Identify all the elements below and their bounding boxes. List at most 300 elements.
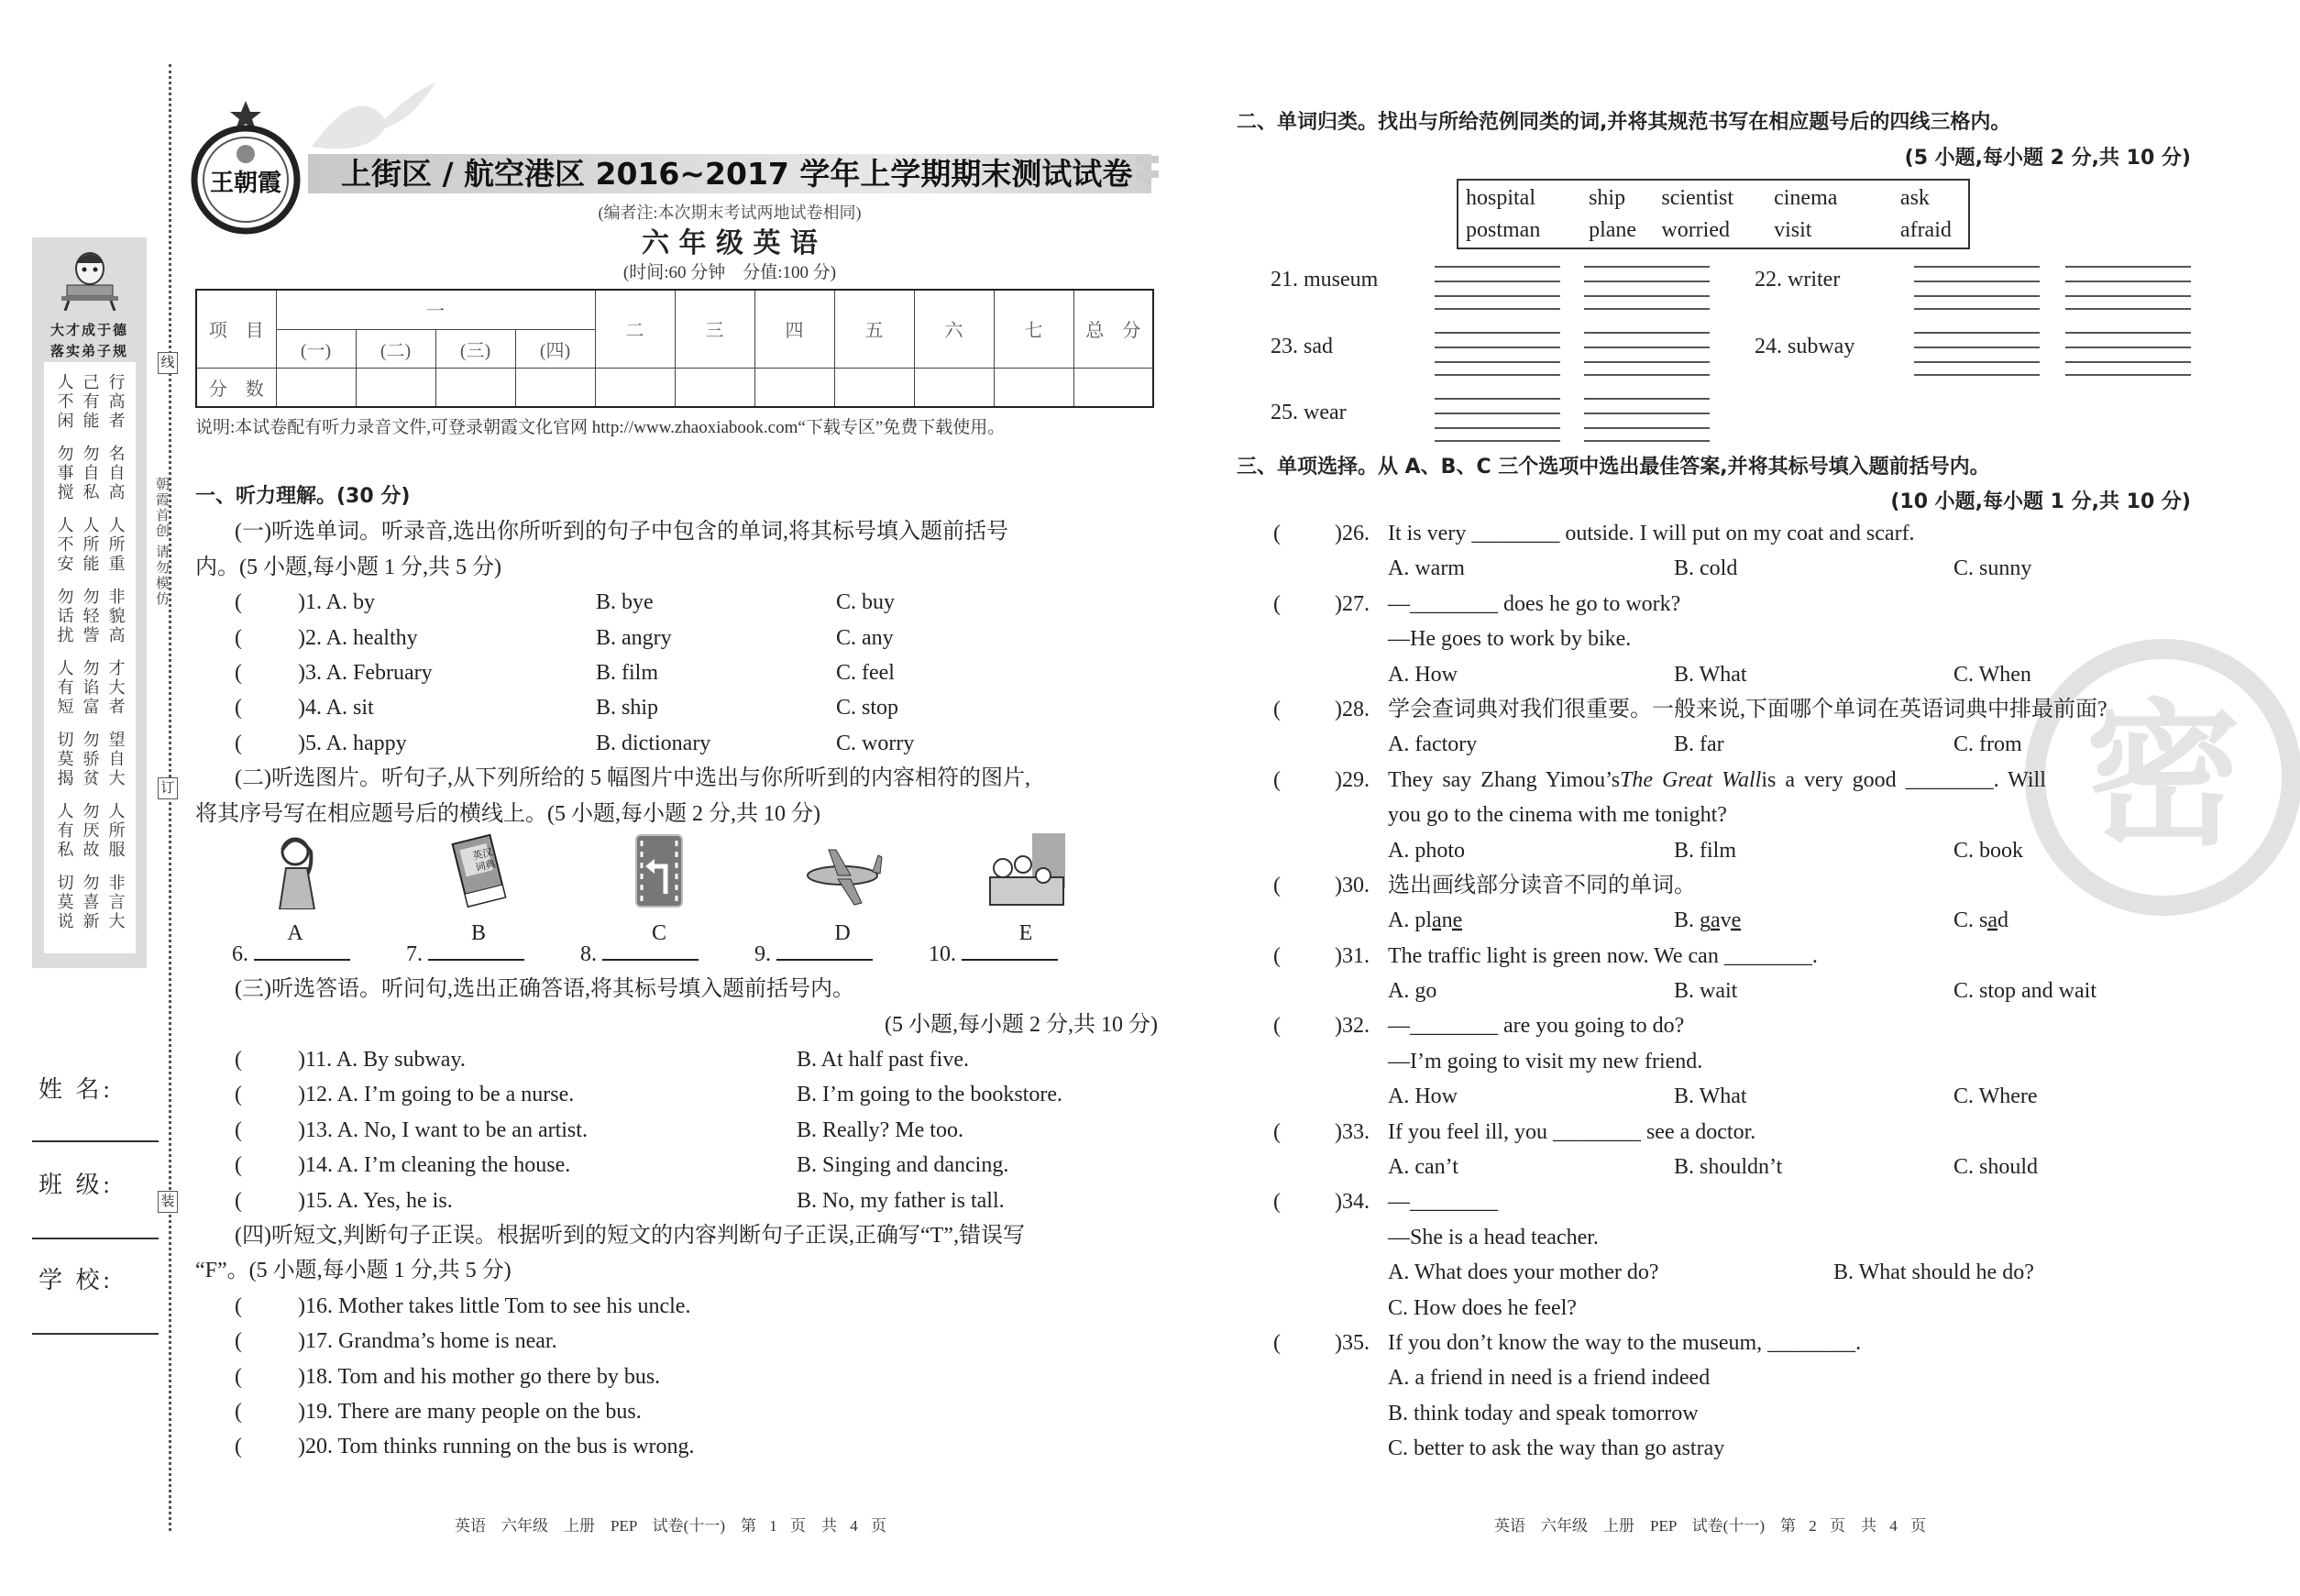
answer-paren[interactable]: ( [235,1399,242,1424]
text-line [1273,1326,2199,1360]
dialogue-response: —She is a head teacher. [1388,1225,1599,1249]
poem-column: 切莫揭 [54,731,74,788]
writing-lines[interactable] [1435,266,1560,310]
answer-paren[interactable]: ( [235,696,242,721]
turn-left-sign-icon [618,831,700,909]
writing-lines[interactable] [1584,398,1710,442]
poem-column: 名自高 [105,445,126,502]
text-line [195,797,1158,831]
editor-note: (编者注:本次期末考试两地试卷相同) [598,204,862,222]
choice-a: A. a friend in need is a friend indeed [1388,1366,1711,1391]
choice-a: A. How [1388,1084,1458,1109]
score-cell[interactable] [994,368,1073,407]
word-segment: e [1731,908,1742,933]
text-line [1273,1150,2199,1184]
question-option-a: )4. A. sit [298,696,374,721]
question-stem: —________ does he go to work? [1388,591,1681,616]
text-line [1273,692,2199,727]
blank-number: 6. [232,941,254,966]
poem-group [44,659,136,717]
text-line [1273,1291,2199,1326]
motto-line: 落实弟子规 [50,343,128,359]
score-cell[interactable] [595,368,675,407]
text-line [1273,516,2199,551]
text-line [1273,1008,2199,1043]
picture-label: A [287,921,303,946]
answer-paren[interactable]: ( [1273,522,1281,545]
score-cell[interactable] [435,368,515,407]
poem-column: 勿自私 [80,445,100,502]
poem-column: 望自大 [105,731,126,788]
text-line [195,690,1158,725]
choice-c: C. from [1953,732,2022,757]
question-option-b: B. dictionary [596,731,711,755]
exam-title: 上街区 / 航空港区 2016~2017 学年上学期期末测试试卷 [308,154,1151,193]
part1-instructions: 内。(5 小题,每小题 1 分,共 5 分) [195,555,501,579]
answer-paren[interactable]: ( [235,731,242,755]
question-option-a: )15. A. Yes, he is. [298,1188,453,1213]
question-stem: —________ [1388,1190,1498,1215]
choice-c: C. sunny [1953,556,2032,581]
choice-b [1674,903,1953,938]
question-stem: 学会查词典对我们很重要。一般来说,下面哪个单词在英语词典中排最前面? [1388,697,2107,721]
part-header: 二 [595,290,675,368]
word-segment: B. g [1674,908,1711,933]
question-option-c: C. any [836,625,894,650]
word-bank-word: plane [1589,218,1637,242]
writing-lines[interactable] [1435,332,1560,376]
true-false-statement: )19. There are many people on the bus. [298,1399,642,1424]
school-input[interactable] [32,1333,159,1335]
text-line [195,1429,1158,1464]
choice-b: B. cold [1674,556,1738,581]
question-number: )31. [1335,943,1370,968]
time-and-score: (时间:60 分钟 分值:100 分) [622,263,837,282]
dialogue-response: —I’m going to visit my new friend. [1388,1049,1703,1073]
text-line [1273,1044,2199,1079]
movie-title: The Great Wall [1620,767,1762,792]
answer-paren[interactable]: ( [1273,591,1281,616]
text-line [195,479,1158,514]
question-stem: If you don’t know the way to the museum, ________. [1388,1330,1862,1355]
poem-column: 人不闲 [54,373,74,431]
poem-column: 勿喜新 [80,874,100,931]
text-line [1273,551,2199,586]
answer-paren[interactable]: ( [235,590,242,615]
writing-lines[interactable] [1914,266,2040,310]
picture-label: C [651,921,666,946]
text-line [195,726,1158,761]
word-bank-word: hospital [1466,186,1535,210]
writing-lines[interactable] [2065,266,2191,310]
question-number: )29. [1335,767,1370,792]
writing-lines[interactable] [1584,332,1710,376]
picture-label: E [1018,921,1033,946]
word-bank-word: scientist [1661,186,1734,210]
word-bank-word: worried [1661,218,1730,242]
choice-b: B. wait [1674,979,1738,1004]
word-segment: a [1987,908,1998,933]
answer-paren[interactable]: ( [1273,1330,1281,1355]
sub-header: (四) [515,329,595,368]
page-footer: 英语 六年级 上册 PEP 试卷(十一) 第 2 页 共 4 页 [1494,1517,1926,1535]
choice-b: B. far [1674,732,1724,757]
answer-paren[interactable]: ( [235,1153,242,1178]
answer-paren[interactable]: ( [235,660,242,685]
word-prompt: 21. museum [1271,268,1379,292]
word-prompt: 25. wear [1271,401,1347,424]
text-line [195,1007,1158,1042]
binding-marker-bind: 装 [158,1191,178,1213]
question-option-b: B. film [596,660,659,685]
question-option-c: C. worry [836,731,915,755]
word-bank-row [1466,215,1961,247]
text-line [1273,939,2199,974]
word-bank-word: postman [1466,218,1541,242]
section3-points: (10 小题,每小题 1 分,共 10 分) [1890,490,2191,513]
blank-number: 10. [929,941,962,966]
score-row-header: 分 数 [196,368,276,407]
word-segment: a [1432,908,1442,933]
word-bank-row [1466,182,1961,215]
choice-a: A. How [1388,662,1458,687]
answer-paren[interactable]: ( [1273,697,1281,721]
picture-option[interactable] [618,831,700,946]
motto-line: 大才成于德 [50,322,128,338]
word-bank [1457,179,1970,249]
poem-column: 勿话扰 [54,588,74,645]
subject-title: 六 年 级 英 语 [642,227,818,259]
question-stem: is a very good ________. Will [1761,767,2046,792]
choice-b: B. think today and speak tomorrow [1388,1401,1699,1425]
poem-column: 勿骄贫 [80,731,100,788]
question-stem-continued: you go to the cinema with me tonight? [1388,803,1727,828]
blank-number: 7. [406,941,428,966]
word-segment: d [1997,908,2009,933]
text-line [195,1359,1158,1394]
word-prompt: 24. subway [1755,335,1855,358]
part-header: 六 [914,290,994,368]
text-line [1273,974,2199,1008]
choice-b: B. What [1674,662,1747,687]
total-header: 总 分 [1073,290,1153,368]
word-segment: e [1452,908,1463,933]
answer-paren[interactable]: ( [235,1435,242,1459]
answer-paren[interactable]: ( [235,1364,242,1389]
poem-column: 人有短 [54,659,74,717]
section3-title: 三、单项选择。从 A、B、C 三个选项中选出最佳答案,并将其标号填入题前括号内。 [1237,456,1990,479]
text-line [195,655,1158,690]
question-number: )33. [1335,1119,1370,1144]
checker-decoration [1137,156,1164,193]
choice-c [1953,903,2137,938]
answer-paren[interactable]: ( [235,1048,242,1073]
poem-column: 才大者 [105,659,126,717]
answer-paren[interactable]: ( [235,1083,242,1107]
part4-instructions: (四)听短文,判断句子正误。根据听到的短文的内容判断句子正误,正确写“T”,错误写 [235,1224,1025,1249]
text-line [1273,727,2199,762]
score-cell[interactable] [754,368,834,407]
poem-group [44,731,136,788]
text-line [1273,587,2199,622]
text-line [195,621,1158,655]
question-number: )30. [1335,873,1370,897]
text-line [1273,798,2199,832]
part2-instructions: (二)听选图片。听句子,从下列所给的 5 幅图片中选出与你所听到的内容相符的图片, [235,766,1030,791]
text-line [1273,1396,2199,1431]
choice-c: C. stop and wait [1953,979,2096,1004]
blank-number: 9. [754,941,776,966]
question-option-a: )1. A. by [298,590,375,615]
picture-area [195,831,1158,946]
crowded-street-icon [985,831,1067,909]
part-header: 五 [834,290,914,368]
text-line [1273,833,2199,868]
question-number: )26. [1335,522,1370,545]
word-segment: n [1441,908,1453,933]
binding-marker-line: 线 [158,352,178,374]
listening-section [195,479,1158,1465]
answer-paren[interactable]: ( [1273,767,1281,792]
score-table [195,289,1154,408]
question-option-a: )11. A. By subway. [298,1048,466,1073]
text-line [195,550,1158,585]
picture-option[interactable] [985,831,1067,946]
poem-column: 人所能 [80,516,100,574]
text-line [195,1289,1158,1324]
choice-c: C. When [1953,662,2031,687]
true-false-statement: )20. Tom thinks running on the bus is wrong. [298,1435,695,1459]
answer-paren[interactable]: ( [1273,943,1281,968]
question-option-c: C. stop [836,696,899,721]
part3-instructions: (三)听选答语。听问句,选出正确答语,将其标号填入题前括号内。 [235,977,854,1002]
class-input[interactable] [32,1238,159,1239]
question-stem: 选出画线部分读音不同的单词。 [1388,873,1696,897]
score-cell[interactable] [675,368,754,407]
sidebar-motto-panel [32,237,147,968]
section2-points: (5 小题,每小题 2 分,共 10 分) [1904,147,2191,170]
question-option-a: )3. A. February [298,660,433,685]
text-line [195,1253,1158,1288]
part3-points: (5 小题,每小题 2 分,共 10 分) [885,1012,1158,1037]
choice-a: A. photo [1388,838,1465,863]
choice-a: A. factory [1388,732,1478,757]
text-line [195,761,1158,796]
writing-lines[interactable] [1914,332,2040,376]
question-number: )28. [1335,697,1370,721]
poem-group [44,588,136,645]
logo-text: 王朝霞 [209,170,282,197]
text-line [1273,1079,2199,1114]
choice-c: C. book [1953,838,2024,863]
choice-c: C. How does he feel? [1388,1295,1577,1320]
text-line [1273,1184,2199,1219]
poem-column: 非貌高 [105,588,126,645]
question-stem: If you feel ill, you ________ see a doctor. [1388,1119,1756,1144]
part4-instructions: “F”。(5 小题,每小题 1 分,共 5 分) [195,1259,512,1283]
choice-a: A. go [1388,979,1437,1004]
word-segment: A. pl [1388,908,1432,933]
poem-column: 人不安 [54,516,74,574]
section1-title: 一、听力理解。(30 分) [195,485,411,508]
binding-marker-order: 订 [158,777,178,799]
answer-paren[interactable]: ( [1273,1119,1281,1144]
answer-paren[interactable]: ( [1273,1014,1281,1039]
score-cell[interactable] [276,368,356,407]
question-stem: They say Zhang Yimou’s [1388,767,1621,792]
true-false-statement: )17. Grandma’s home is near. [298,1329,557,1354]
part1-header: 一 [276,290,595,329]
sub-header: (二) [356,329,435,368]
text-line [1273,1115,2199,1150]
girl-icon [254,831,336,909]
picture-option[interactable] [437,831,520,946]
text-line [1273,763,2199,798]
text-line [195,585,1158,620]
poem-group [44,874,136,931]
score-cell[interactable] [834,368,914,407]
text-line [195,1077,1158,1112]
text-line [195,1394,1158,1429]
writing-lines[interactable] [1435,398,1560,442]
choice-c: C. Where [1953,1084,2038,1109]
item-header: 项 目 [196,290,276,368]
part2-instructions: 将其序号写在相应题号后的横线上。(5 小题,每小题 2 分,共 10 分) [195,801,820,826]
picture-option[interactable] [254,831,336,946]
word-segment: v [1720,908,1732,933]
name-input[interactable] [32,1140,159,1142]
question-stem: The traffic light is green now. We can ________. [1388,943,1818,968]
writing-lines[interactable] [1584,266,1710,310]
blank-number: 8. [580,941,602,966]
question-number: )32. [1335,1014,1370,1039]
text-line [195,972,1158,1007]
text-line [1273,868,2199,903]
question-option-b: B. I’m going to the bookstore. [797,1083,1062,1107]
part-header: 七 [994,290,1073,368]
student-reading-icon [58,245,122,311]
text-line [1273,657,2199,692]
sub-header: (三) [435,329,515,368]
true-false-statement: )16. Mother takes little Tom to see his uncle. [298,1293,691,1318]
score-cell[interactable] [914,368,994,407]
word-bank-word: ask [1899,186,1930,210]
part-header: 三 [675,290,754,368]
book-cover-text: 英汉词典 [471,845,497,875]
question-option-b: B. bye [596,590,654,615]
text-line [1273,1255,2199,1290]
part1-instructions: (一)听选单词。听录音,选出你所听到的句子中包含的单词,将其标号填入题前括号 [235,520,1008,545]
poem-group [44,373,136,431]
watermark-char: 密 [2085,686,2242,867]
choice-a [1388,903,1674,938]
question-option-a: )2. A. healthy [298,625,418,650]
publisher-logo [188,99,303,237]
word-prompt: 23. sad [1271,335,1333,358]
poem-group [44,516,136,574]
answer-paren[interactable]: ( [235,1329,242,1354]
question-option-a: )5. A. happy [298,731,407,755]
audio-note: 说明:本试卷配有听力录音文件,可登录朝霞文化官网 http://www.zhaoxiabook.com“下载专区”免费下载使用。 [195,418,1006,437]
question-option-b: B. Singing and dancing. [797,1153,1009,1178]
choice-c: C. should [1953,1155,2039,1180]
poem-column: 人所服 [105,802,126,860]
choice-c: C. better to ask the way than go astray [1388,1436,1725,1461]
text-line [195,1324,1158,1359]
class-label: 班 级: [39,1172,114,1198]
score-cell[interactable] [356,368,435,407]
answer-paren[interactable]: ( [235,1188,242,1213]
word-bank-word: cinema [1774,186,1838,210]
word-segment: C. s [1953,908,1988,933]
poem-column: 勿轻訾 [80,588,100,645]
copyright-vertical-text: 朝霞首创 请勿模仿 [154,477,169,607]
poem-column: 勿事搅 [54,445,74,502]
question-number: )35. [1335,1330,1370,1355]
question-option-a: )13. A. No, I want to be an artist. [298,1117,588,1142]
choice-a: A. What does your mother do? [1388,1260,1659,1285]
word-bank-word: ship [1589,186,1626,210]
answer-paren[interactable]: ( [235,625,242,650]
answer-paren[interactable]: ( [235,1117,242,1142]
question-option-c: C. buy [836,590,896,615]
word-bank-word: visit [1774,218,1812,242]
poem-column: 非言大 [105,874,126,931]
choice-b: B. What [1674,1084,1747,1109]
section2-title: 二、单词归类。找出与所给范例同类的词,并将其规范书写在相应题号后的四线三格内。 [1237,111,2011,134]
choice-a: A. warm [1388,556,1465,581]
text-line [1273,1431,2199,1466]
poem-column: 人所重 [105,516,126,574]
poem-column: 己有能 [80,373,100,431]
text-line [1273,1360,2199,1395]
poem-group [44,445,136,502]
text-line [195,1183,1158,1218]
question-stem: —________ are you going to do? [1388,1014,1685,1039]
question-option-b: B. angry [596,625,672,650]
writing-lines[interactable] [2065,332,2191,376]
picture-label: D [834,921,851,946]
text-line [1273,1220,2199,1255]
choice-a: A. can’t [1388,1155,1458,1180]
score-cell[interactable] [1073,368,1153,407]
poem-column: 勿谄富 [80,659,100,717]
picture-option[interactable] [801,831,884,946]
answer-paren[interactable]: ( [1273,1190,1281,1215]
text-line [195,514,1158,549]
score-cell[interactable] [515,368,595,407]
multiple-choice-section [1273,516,2199,1467]
text-line [195,1148,1158,1183]
part-header: 四 [754,290,834,368]
poem-column: 勿厌故 [80,802,100,860]
picture-label: B [470,921,486,946]
school-label: 学 校: [39,1267,114,1293]
answer-paren[interactable]: ( [1273,873,1281,897]
page-footer: 英语 六年级 上册 PEP 试卷(十一) 第 1 页 共 4 页 [455,1517,886,1535]
text-line [1273,622,2199,656]
poem-group [44,802,136,860]
question-option-c: C. feel [836,660,895,685]
question-option-b: B. At half past five. [797,1048,969,1073]
choice-b: B. film [1674,838,1737,863]
question-number: )34. [1335,1190,1370,1215]
answer-paren[interactable]: ( [235,1293,242,1318]
poem-column: 人有私 [54,802,74,860]
sub-header: (一) [276,329,356,368]
word-prompt: 22. writer [1755,268,1841,292]
dialogue-response: —He goes to work by bike. [1388,627,1632,652]
